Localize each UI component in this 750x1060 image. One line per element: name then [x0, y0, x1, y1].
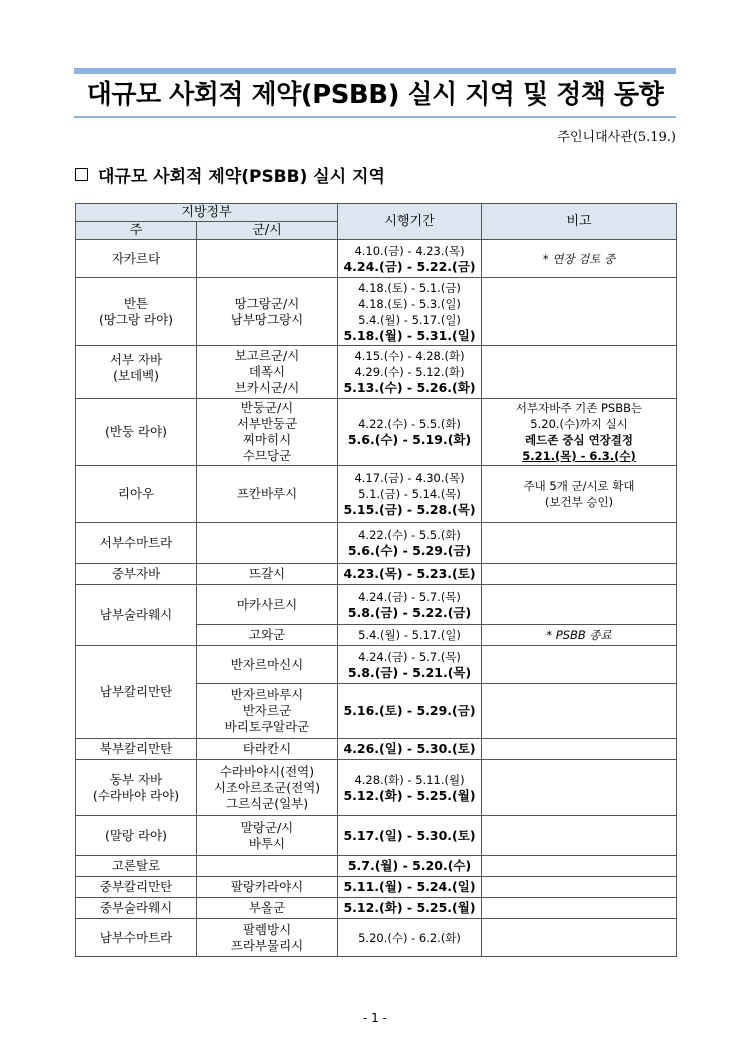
note-cell	[482, 760, 677, 816]
period-cell	[338, 466, 482, 523]
city-cell	[197, 278, 338, 346]
header-local-gov: 지방정부	[76, 204, 338, 222]
note-text: 주내 5개 군/시로 확대	[523, 479, 635, 493]
table-row	[76, 523, 677, 564]
period-cell	[338, 585, 482, 625]
note-cell	[482, 898, 677, 919]
city-name: 수라바야시(전역)	[219, 763, 315, 779]
city-cell	[197, 684, 338, 739]
period-date: 4.18.(토) - 5.1.(금)	[358, 280, 461, 295]
city-name: 보고르군/시	[234, 348, 300, 363]
province-cell: 고론탈로	[76, 856, 197, 877]
province-subname: (보데벡)	[113, 368, 159, 383]
period-cell	[338, 646, 482, 684]
city-cell	[197, 856, 338, 877]
province-cell: (반둥 라야)	[76, 399, 197, 466]
province-cell: 서부수마트라	[76, 523, 197, 564]
city-cell: 부올군	[197, 898, 338, 919]
city-name: 남부땅그랑시	[230, 311, 304, 327]
city-name: 찌마히시	[242, 432, 292, 447]
note-text: * 연장 검토 중	[542, 251, 616, 266]
period-date-current: 4.23.(목) - 5.23.(토)	[343, 566, 476, 581]
note-cell	[482, 877, 677, 898]
period-date: 4.24.(금) - 5.7.(목)	[358, 589, 461, 604]
province-cell: 리아우	[76, 466, 197, 523]
province-subname: (수라바야 라야)	[92, 787, 180, 803]
header-period: 시행기간	[338, 204, 482, 240]
table-row	[76, 646, 677, 684]
city-name: 바투시	[248, 835, 286, 851]
city-name: 땅그랑군/시	[234, 295, 300, 311]
period-date-current: 5.12.(화) - 5.25.(월)	[343, 787, 476, 803]
period-cell	[338, 760, 482, 816]
period-date-current: 5.8.(금) - 5.21.(목)	[347, 664, 472, 680]
period-date: 4.22.(수) - 5.5.(화)	[358, 417, 461, 431]
note-cell	[482, 278, 677, 346]
table-row	[76, 856, 677, 877]
city-cell	[197, 919, 338, 957]
period-date-current: 5.6.(수) - 5.29.(금)	[347, 543, 472, 558]
province-cell: 중부칼리만탄	[76, 877, 197, 898]
province-name: 동부 자바	[109, 771, 163, 787]
issuer-date: 주인니대사관(5.19.)	[557, 130, 676, 145]
period-cell	[338, 856, 482, 877]
note-cell	[482, 646, 677, 684]
note-cell	[482, 585, 677, 625]
city-cell: 팔랑카라야시	[197, 877, 338, 898]
city-cell: 타라칸시	[197, 739, 338, 760]
table-row	[76, 739, 677, 760]
province-subname: (땅그랑 라야)	[98, 311, 174, 327]
city-name: 수므당군	[242, 448, 292, 463]
period-date: 5.1.(금) - 5.14.(목)	[358, 487, 461, 501]
period-date-current: 5.17.(일) - 5.30.(토)	[343, 827, 476, 843]
city-cell: 고와군	[197, 625, 338, 646]
note-cell	[482, 816, 677, 856]
city-name: 그르식군(일부)	[225, 795, 309, 811]
title-bottom-bar	[74, 116, 676, 118]
note-cell	[482, 399, 677, 466]
period-cell	[338, 739, 482, 760]
city-name: 팔렘방시	[242, 921, 292, 937]
note-text-emphasis: 레드존 중심 연장결정	[525, 433, 634, 447]
period-date: 4.18.(토) - 5.3.(일)	[358, 296, 461, 311]
city-name: 반둥군/시	[240, 400, 294, 415]
table-row	[76, 877, 677, 898]
title-top-bar	[74, 68, 676, 74]
table-row	[76, 346, 677, 399]
city-name: 시조아르조군(전역)	[213, 779, 321, 795]
period-date: 4.17.(금) - 4.30.(목)	[354, 471, 465, 485]
note-text: (보건부 승인)	[544, 495, 614, 509]
period-date-current: 4.26.(일) - 5.30.(토)	[343, 741, 476, 756]
province-cell: 남부술라웨시	[76, 585, 197, 646]
province-cell: 중부술라웨시	[76, 898, 197, 919]
city-cell: 마카사르시	[197, 585, 338, 625]
table-row	[76, 760, 677, 816]
note-cell	[482, 240, 677, 278]
psbb-region-table	[75, 203, 677, 957]
period-date-current: 5.12.(화) - 5.25.(월)	[343, 900, 476, 915]
province-name: 반튼	[123, 295, 149, 311]
note-cell	[482, 684, 677, 739]
period-cell	[338, 346, 482, 399]
period-cell	[338, 278, 482, 346]
city-cell	[197, 523, 338, 564]
note-text: * PSBB 종료	[546, 628, 612, 642]
city-name: 프라부물리시	[230, 937, 304, 953]
period-cell	[338, 523, 482, 564]
note-cell	[482, 564, 677, 585]
period-cell	[338, 564, 482, 585]
period-date: 4.24.(금) - 5.7.(목)	[358, 649, 461, 664]
period-date-current: 5.13.(수) - 5.26.(화)	[343, 380, 476, 395]
note-cell	[482, 856, 677, 877]
note-text: 5.20.(수)까지 실시	[530, 417, 628, 431]
table-row	[76, 898, 677, 919]
city-cell: 프칸바루시	[197, 466, 338, 523]
period-cell	[338, 877, 482, 898]
period-cell	[338, 625, 482, 646]
page-number: - 1 -	[363, 1011, 387, 1025]
table-row	[76, 585, 677, 625]
period-cell	[338, 684, 482, 739]
city-cell	[197, 346, 338, 399]
period-date: 4.10.(금) - 4.23.(목)	[354, 243, 465, 258]
table-row	[76, 240, 677, 278]
province-name: 서부 자바	[109, 352, 163, 367]
period-date-current: 4.24.(금) - 5.22.(금)	[343, 258, 476, 274]
period-date-current: 5.8.(금) - 5.22.(금)	[347, 604, 472, 620]
period-cell	[338, 919, 482, 957]
city-cell	[197, 760, 338, 816]
province-cell: 북부칼리만탄	[76, 739, 197, 760]
header-city: 군/시	[197, 222, 338, 240]
province-cell	[76, 346, 197, 399]
note-cell	[482, 739, 677, 760]
city-cell	[197, 399, 338, 466]
city-name: 말랑군/시	[240, 819, 294, 835]
table-row	[76, 564, 677, 585]
note-cell	[482, 523, 677, 564]
period-date-current: 5.15.(금) - 5.28.(목)	[343, 502, 476, 517]
period-date: 5.20.(수) - 6.2.(화)	[358, 930, 461, 945]
province-cell: (말랑 라야)	[76, 816, 197, 856]
page-title: 대규모 사회적 제약(PSBB) 실시 지역 및 정책 동향	[86, 80, 664, 110]
note-cell	[482, 919, 677, 957]
city-name: 서부반둥군	[236, 416, 298, 431]
header-province: 주	[76, 222, 197, 240]
city-name: 브카시군/시	[234, 380, 300, 395]
table-row	[76, 466, 677, 523]
note-text-extended-period: 5.21.(목) - 6.3.(수)	[522, 449, 636, 463]
period-cell	[338, 399, 482, 466]
city-cell	[197, 240, 338, 278]
note-cell	[482, 466, 677, 523]
province-cell: 중부자바	[76, 564, 197, 585]
city-name: 반자르바루시	[230, 687, 304, 702]
period-date: 4.28.(화) - 5.11.(월)	[354, 772, 465, 787]
period-date: 5.4.(월) - 5.17.(일)	[358, 628, 461, 642]
city-cell: 반자르마신시	[197, 646, 338, 684]
table-row	[76, 399, 677, 466]
header-note: 비고	[482, 204, 677, 240]
period-date-current: 5.7.(월) - 5.20.(수)	[347, 858, 472, 873]
table-row	[76, 816, 677, 856]
city-name: 데폭시	[248, 364, 286, 379]
province-cell: 자카르타	[76, 240, 197, 278]
city-name: 반자르군	[242, 703, 292, 718]
table-row	[76, 919, 677, 957]
province-cell: 남부칼리만탄	[76, 646, 197, 739]
period-date-current: 5.11.(월) - 5.24.(일)	[343, 879, 476, 894]
city-name: 바리토쿠알라군	[224, 719, 310, 734]
period-cell	[338, 240, 482, 278]
section-title: 대규모 사회적 제약(PSBB) 실시 지역	[98, 167, 385, 187]
note-cell	[482, 625, 677, 646]
period-cell	[338, 816, 482, 856]
period-date-current: 5.16.(토) - 5.29.(금)	[343, 703, 476, 718]
period-date-current: 5.18.(월) - 5.31.(일)	[343, 327, 476, 343]
province-cell	[76, 760, 197, 816]
period-date: 4.15.(수) - 4.28.(화)	[354, 349, 465, 363]
period-date-current: 5.6.(수) - 5.19.(화)	[347, 432, 472, 447]
table-row	[76, 278, 677, 346]
province-cell	[76, 278, 197, 346]
period-date: 4.29.(수) - 5.12.(화)	[354, 365, 465, 379]
province-cell: 남부수마트라	[76, 919, 197, 957]
period-cell	[338, 898, 482, 919]
note-cell	[482, 346, 677, 399]
period-date: 4.22.(수) - 5.5.(화)	[358, 528, 461, 542]
period-date: 5.4.(월) - 5.17.(일)	[358, 312, 461, 327]
city-cell: 뜨갈시	[197, 564, 338, 585]
section-bullet-box	[75, 168, 88, 181]
city-cell	[197, 816, 338, 856]
note-text: 서부자바주 기존 PSBB는	[515, 401, 643, 415]
